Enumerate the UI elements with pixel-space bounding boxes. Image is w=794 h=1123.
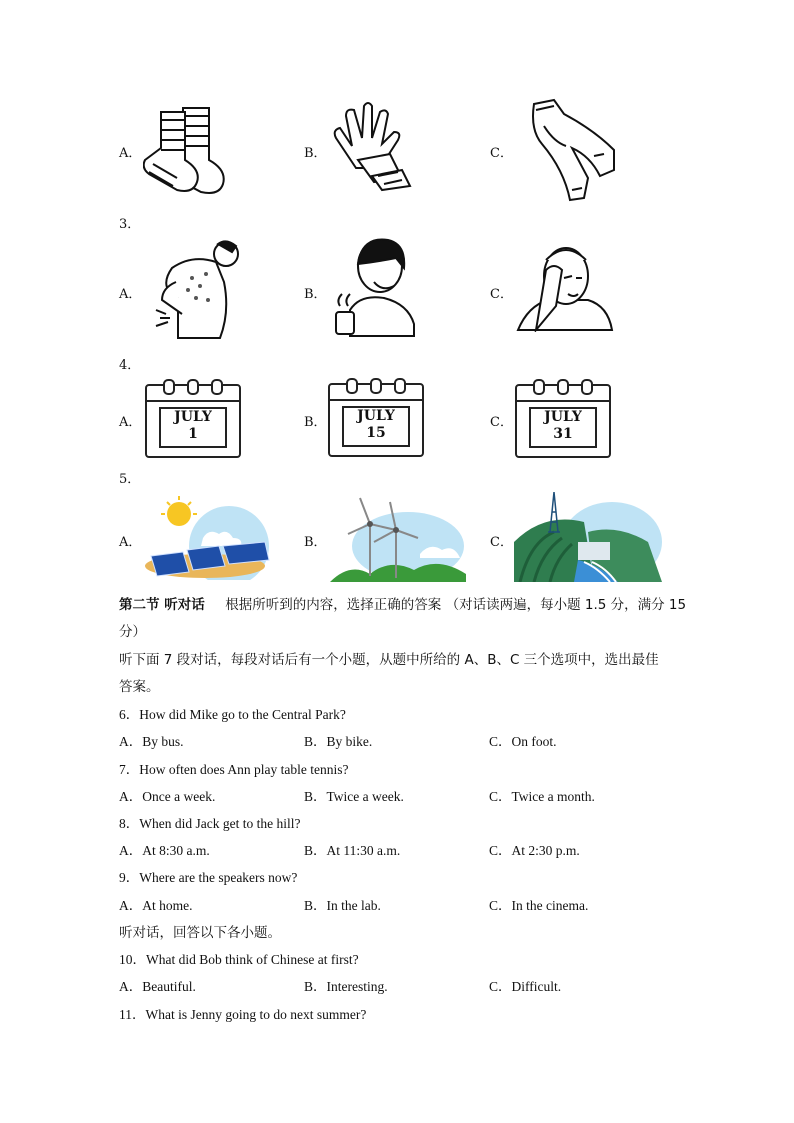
q2-option-c-label: C． [490, 146, 513, 161]
option-a[interactable]: A．Beautiful. [119, 979, 196, 994]
option-b[interactable]: B．By bike. [304, 734, 373, 749]
q5-number: 5． [119, 472, 141, 487]
section2-instruction: 根据所听到的内容，选择正确的答案 （对话读两遍，每小题 1.5 分，满分 15 [225, 597, 687, 613]
section2-instruction-line2: 分） [119, 624, 146, 640]
q4-option-c-label: C． [490, 415, 513, 430]
backache-man-icon [148, 238, 244, 340]
q5-option-c-label: C． [490, 535, 513, 550]
option-b[interactable]: B．Twice a week. [304, 789, 404, 804]
option-a[interactable]: A．By bus. [119, 734, 184, 749]
option-c[interactable]: C．On foot. [489, 734, 557, 749]
option-a[interactable]: A．Once a week. [119, 789, 216, 804]
q4-option-a-label: A． [119, 415, 142, 430]
headache-man-icon [516, 240, 614, 332]
q4-number: 4． [119, 358, 141, 373]
q2-option-b-label: B． [304, 146, 327, 161]
q3-option-a-label: A． [119, 287, 142, 302]
option-c[interactable]: C．Difficult. [489, 979, 562, 994]
question-text: 9．Where are the speakers now? [119, 870, 298, 885]
question-text: 11．What is Jenny going to do next summer? [119, 1007, 367, 1022]
q5-option-b-label: B． [304, 535, 327, 550]
option-a[interactable]: A．At home. [119, 898, 193, 913]
calendar-day: 15 [366, 425, 386, 441]
section2-sub-instruction-line2: 答案。 [119, 679, 160, 695]
question-text: 8．When did Jack get to the hill? [119, 816, 301, 831]
calendar-july-1-icon [145, 384, 241, 458]
section2-heading-line [119, 593, 686, 613]
socks-icon [143, 98, 247, 200]
wind-turbines-icon [330, 494, 466, 582]
q4-option-b-label: B． [304, 415, 327, 430]
gloves-icon [326, 98, 418, 196]
q5-option-a-label: A． [119, 535, 142, 550]
calendar-july-15-icon [328, 383, 424, 457]
pants-icon [514, 96, 620, 202]
calendar-day: 1 [188, 426, 198, 442]
question-text: 7．How often does Ann play table tennis? [119, 762, 349, 777]
question-text: 10．What did Bob think of Chinese at first? [119, 952, 359, 967]
q3-option-c-label: C． [490, 287, 513, 302]
q3-option-b-label: B． [304, 287, 327, 302]
q2-option-a-label: A． [119, 146, 142, 161]
calendar-day: 31 [553, 426, 573, 442]
option-b[interactable]: B．Interesting. [304, 979, 388, 994]
sore-throat-boy-icon [330, 236, 418, 340]
question-text: 6．How did Mike go to the Central Park? [119, 707, 346, 722]
calendar-month: JULY [174, 409, 212, 425]
calendar-month: JULY [357, 408, 395, 424]
option-c[interactable]: C．In the cinema. [489, 898, 589, 913]
calendar-july-31-icon [515, 384, 611, 458]
hydro-dam-icon [514, 492, 662, 582]
dialog-instruction: 听对话，回答以下各小题。 [119, 925, 281, 941]
section2-title: 第二节 听对话 [119, 597, 205, 613]
option-a[interactable]: A．At 8:30 a.m. [119, 843, 210, 858]
option-b[interactable]: B．At 11:30 a.m. [304, 843, 401, 858]
calendar-month: JULY [544, 409, 582, 425]
option-b[interactable]: B．In the lab. [304, 898, 381, 913]
q3-number: 3． [119, 217, 141, 232]
solar-panels-icon [143, 494, 273, 580]
section2-sub-instruction-line1: 听下面 7 段对话，每段对话后有一个小题，从题中所给的 A、B、C 三个选项中，选出最佳 [119, 652, 659, 668]
option-c[interactable]: C．At 2:30 p.m. [489, 843, 580, 858]
option-c[interactable]: C．Twice a month. [489, 789, 595, 804]
